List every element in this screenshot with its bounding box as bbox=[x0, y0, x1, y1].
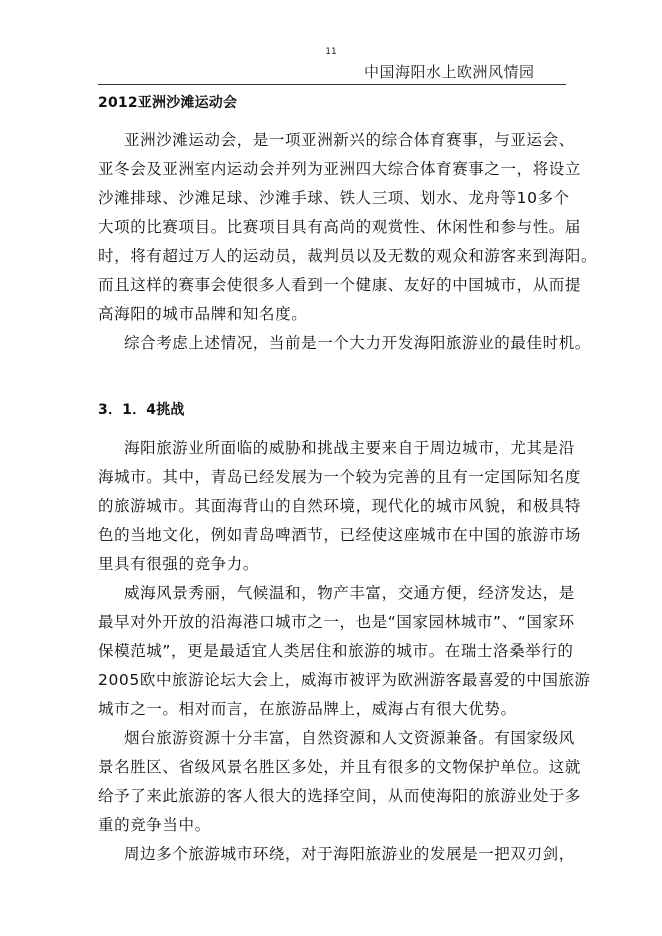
section-heading: 3．1．4挑战 bbox=[98, 402, 185, 418]
body-line: 烟台旅游资源十分丰富，自然资源和人文资源兼备。有国家级风 bbox=[124, 729, 575, 747]
body-line: 给予了来此旅游的客人很大的选择空间，从而使海阳的旅游业处于多 bbox=[98, 787, 582, 805]
body-line: 而且这样的赛事会使很多人看到一个健康、友好的中国城市，从而提 bbox=[98, 276, 582, 294]
body-line: 2005欧中旅游论坛大会上，威海市被评为欧洲游客最喜爱的中国旅游 bbox=[98, 671, 591, 689]
body-line: 亚冬会及亚洲室内运动会并列为亚洲四大综合体育赛事之一，将设立 bbox=[98, 160, 582, 178]
body-line: 重的竞争当中。 bbox=[98, 816, 211, 834]
body-line: 里具有很强的竞争力。 bbox=[98, 555, 260, 573]
body-line: 海城市。其中，青岛已经发展为一个较为完善的且有一定国际知名度 bbox=[98, 468, 582, 486]
body-line: 最早对外开放的沿海港口城市之一，也是“国家园林城市”、“国家环 bbox=[98, 613, 575, 631]
body-line: 城市之一。相对而言，在旅游品牌上，威海占有很大优势。 bbox=[98, 700, 517, 718]
body-line: 沙滩排球、沙滩足球、沙滩手球、铁人三项、划水、龙舟等10多个 bbox=[98, 189, 570, 207]
body-line: 保模范城”，更是最适宜人类居住和旅游的城市。在瑞士洛桑举行的 bbox=[98, 642, 574, 660]
running-header-title: 中国海阳水上欧洲风情园 bbox=[364, 63, 535, 81]
body-line: 威海风景秀丽，气候温和，物产丰富，交通方便，经济发达，是 bbox=[124, 584, 575, 602]
body-line: 高海阳的城市品牌和知名度。 bbox=[98, 305, 308, 323]
body-line: 大项的比赛项目。比赛项目具有高尚的观赏性、休闲性和参与性。届 bbox=[98, 218, 582, 236]
body-line: 周边多个旅游城市环绕，对于海阳旅游业的发展是一把双刃剑， bbox=[124, 845, 575, 863]
section-heading: 2012亚洲沙滩运动会 bbox=[98, 95, 238, 111]
body-line: 时，将有超过万人的运动员，裁判员以及无数的观众和游客来到海阳。 bbox=[98, 247, 598, 265]
header-rule bbox=[98, 84, 566, 85]
body-line: 亚洲沙滩运动会，是一项亚洲新兴的综合体育赛事，与亚运会、 bbox=[124, 131, 575, 149]
body-line: 的旅游城市。其面海背山的自然环境，现代化的城市风貌，和极具特 bbox=[98, 497, 582, 515]
body-line: 景名胜区、省级风景名胜区多处，并且有很多的文物保护单位。这就 bbox=[98, 758, 582, 776]
page-number: 11 bbox=[325, 47, 337, 57]
body-line: 海阳旅游业所面临的威胁和挑战主要来自于周边城市，尤其是沿 bbox=[124, 439, 575, 457]
body-line: 综合考虑上述情况，当前是一个大力开发海阳旅游业的最佳时机。 bbox=[124, 334, 591, 352]
body-line: 色的当地文化，例如青岛啤酒节，已经使这座城市在中国的旅游市场 bbox=[98, 526, 582, 544]
